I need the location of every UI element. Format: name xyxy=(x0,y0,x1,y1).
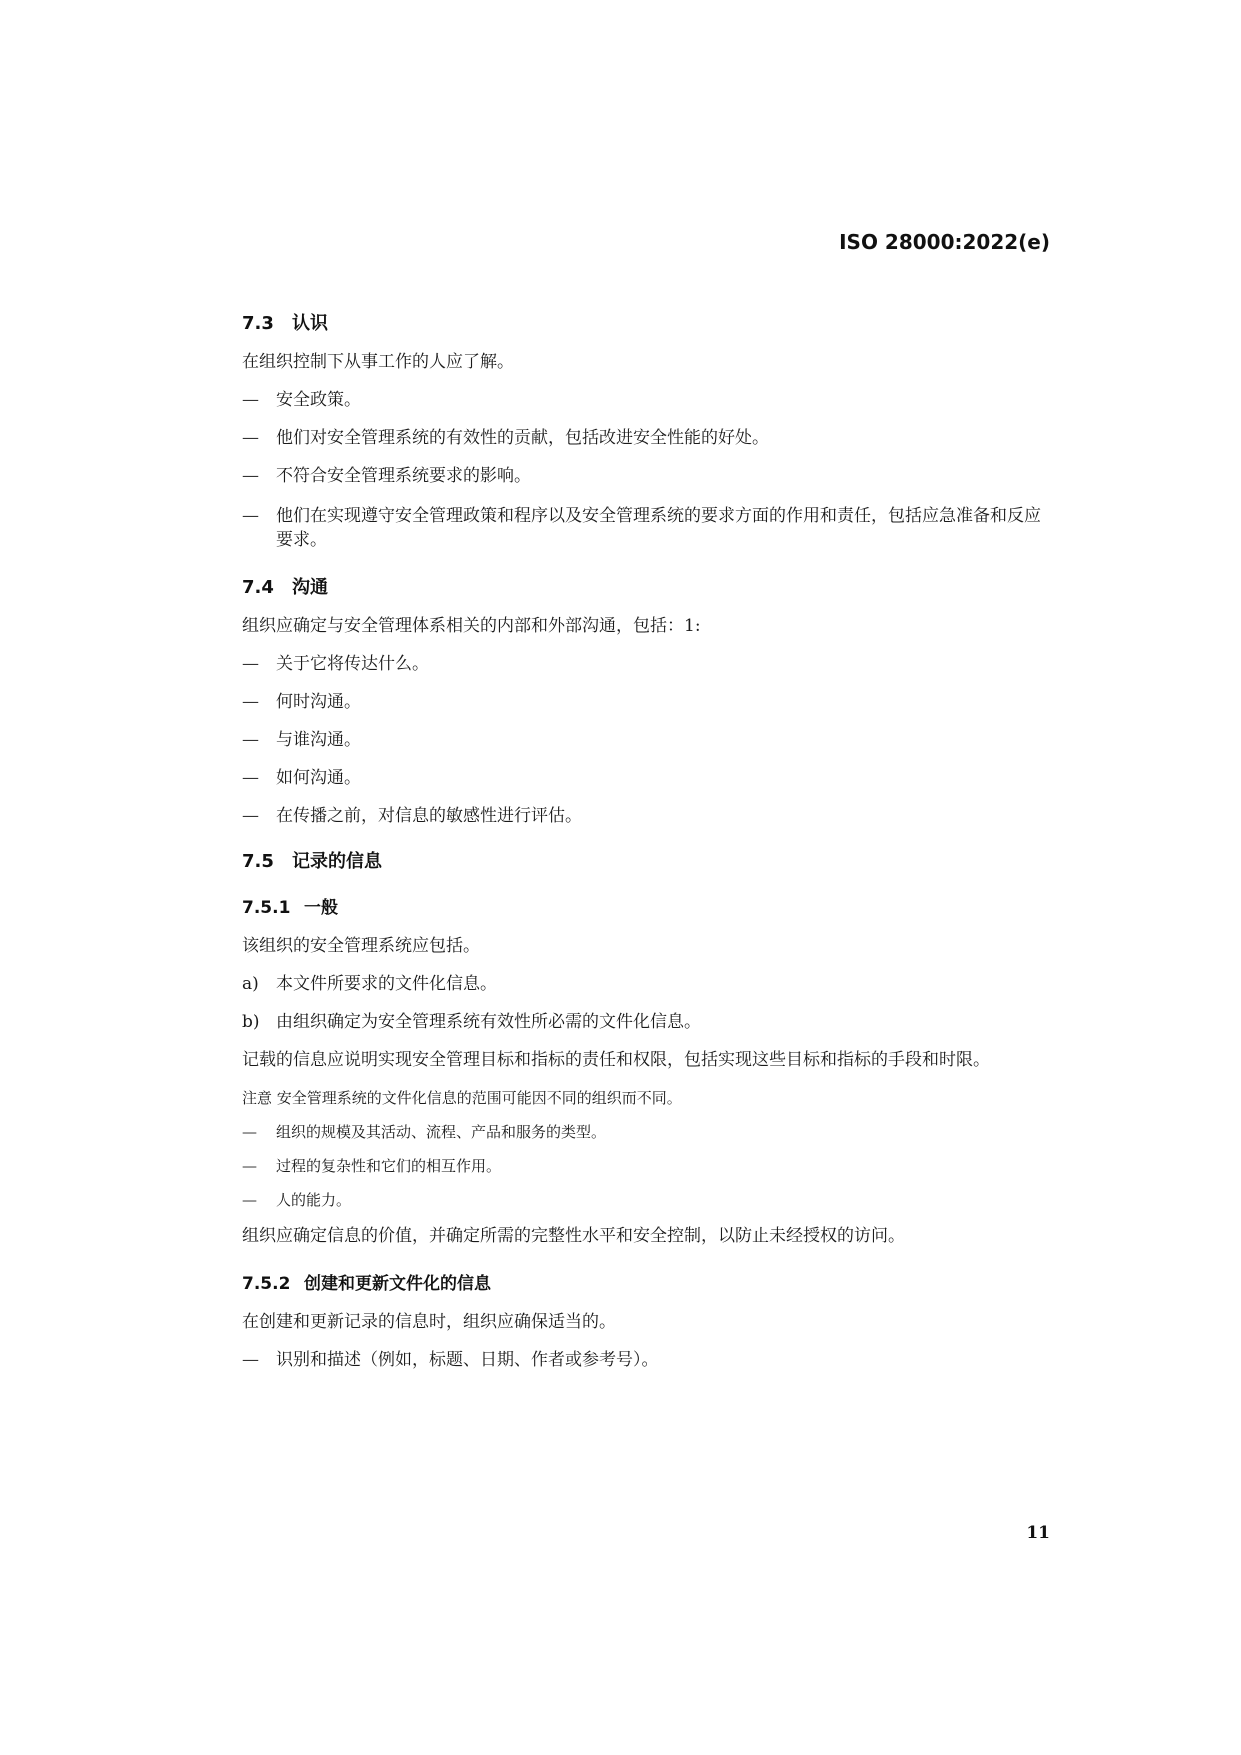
list-item: — 安全政策。 xyxy=(242,390,361,410)
section-title: 记录的信息 xyxy=(292,851,382,872)
paragraph: 记载的信息应说明实现安全管理目标和指标的责任和权限，包括实现这些目标和指标的手段和时限。 xyxy=(242,1050,990,1070)
list-item: — 他们对安全管理系统的有效性的贡献，包括改进安全性能的好处。 xyxy=(242,428,769,448)
section-heading-7-4 xyxy=(242,578,328,598)
section-heading-7-5-1 xyxy=(242,898,338,918)
list-item: — 不符合安全管理系统要求的影响。 xyxy=(242,466,531,486)
list-item: — 识别和描述（例如，标题、日期、作者或参考号）。 xyxy=(242,1350,659,1370)
list-item: a) 本文件所要求的文件化信息。 xyxy=(242,974,497,994)
dash-bullet: — xyxy=(242,466,259,486)
paragraph: 在组织控制下从事工作的人应了解。 xyxy=(242,352,514,372)
section-heading-7-5-2 xyxy=(242,1274,491,1294)
section-number: 7.5.2 xyxy=(242,1274,291,1294)
dash-bullet: — xyxy=(242,1191,257,1209)
section-heading-7-5 xyxy=(242,852,382,872)
list-item: b) 由组织确定为安全管理系统有效性所必需的文件化信息。 xyxy=(242,1012,701,1032)
note-item: — 过程的复杂性和它们的相互作用。 xyxy=(242,1157,502,1175)
paragraph: 组织应确定与安全管理体系相关的内部和外部沟通，包括：1: xyxy=(242,616,701,636)
note: 注意 安全管理系统的文件化信息的范围可能因不同的组织而不同。 xyxy=(242,1089,682,1107)
dash-bullet: — xyxy=(242,1350,259,1370)
paragraph: 在创建和更新记录的信息时，组织应确保适当的。 xyxy=(242,1312,616,1332)
dash-bullet: — xyxy=(242,1123,257,1141)
list-item: — 与谁沟通。 xyxy=(242,730,361,750)
section-number: 7.5.1 xyxy=(242,898,291,918)
section-heading-7-3 xyxy=(242,314,328,334)
list-item: — 如何沟通。 xyxy=(242,768,361,788)
list-item: — 在传播之前，对信息的敏感性进行评估。 xyxy=(242,806,582,826)
document-header: ISO 28000:2022(e) xyxy=(839,230,1050,254)
dash-bullet: — xyxy=(242,806,259,826)
note-item: — 人的能力。 xyxy=(242,1191,352,1209)
dash-bullet: — xyxy=(242,390,259,410)
dash-bullet: — xyxy=(242,692,259,712)
section-title: 创建和更新文件化的信息 xyxy=(304,1274,491,1294)
list-item: — 他们在实现遵守安全管理政策和程序以及安全管理系统的要求方面的作用和责任，包括应急准备和反应要求。 xyxy=(242,506,1041,550)
list-label: b) xyxy=(242,1012,260,1032)
section-title: 一般 xyxy=(304,898,338,918)
section-number: 7.3 xyxy=(242,313,274,334)
dash-bullet: — xyxy=(242,654,259,674)
dash-bullet: — xyxy=(242,1157,257,1175)
section-title: 认识 xyxy=(292,313,328,334)
dash-bullet: — xyxy=(242,428,259,448)
list-item: — 关于它将传达什么。 xyxy=(242,654,429,674)
section-number: 7.5 xyxy=(242,851,274,872)
section-number: 7.4 xyxy=(242,577,274,598)
paragraph: 该组织的安全管理系统应包括。 xyxy=(242,936,480,956)
list-item: — 何时沟通。 xyxy=(242,692,361,712)
paragraph: 组织应确定信息的价值，并确定所需的完整性水平和安全控制，以防止未经授权的访问。 xyxy=(242,1226,905,1246)
section-title: 沟通 xyxy=(292,577,328,598)
list-label: a) xyxy=(242,974,259,994)
note-item: — 组织的规模及其活动、流程、产品和服务的类型。 xyxy=(242,1123,607,1141)
page-number: 11 xyxy=(1026,1523,1050,1543)
dash-bullet: — xyxy=(242,768,259,788)
dash-bullet: — xyxy=(242,506,259,526)
dash-bullet: — xyxy=(242,730,259,750)
